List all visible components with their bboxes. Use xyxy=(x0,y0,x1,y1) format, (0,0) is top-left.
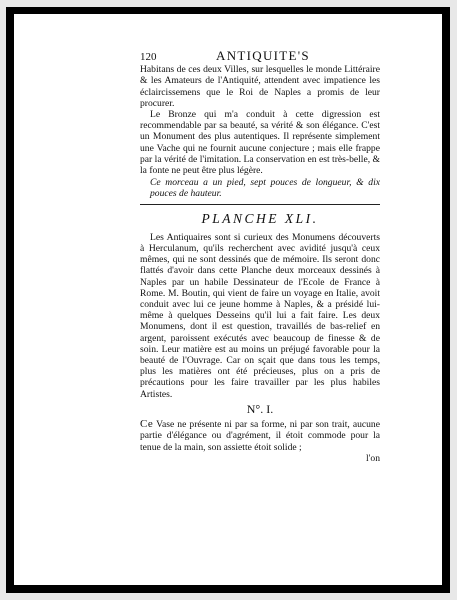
section-number: N°. I. xyxy=(246,401,274,416)
running-title: ANTIQUITE'S xyxy=(216,48,310,63)
page-number: 120 xyxy=(140,51,157,63)
vase-text: Vase ne présente ni par sa forme, ni par son trait, aucune partie d'élégance ou d'agrément, il étoit commode pour la tenue de la main, son assiette étoit solide ; xyxy=(140,419,380,453)
dimensions-caption: Ce morceau a un pied, sept pouces de longueur, & dix pouces de hauteur. xyxy=(150,177,380,200)
page-content xyxy=(140,50,380,464)
vase-first-word: Ce xyxy=(140,418,154,431)
page-header xyxy=(140,50,380,63)
vase-paragraph xyxy=(140,419,380,453)
section-divider xyxy=(140,204,380,205)
bronze-paragraph: Le Bronze qui m'a conduit à cette digression est recommendable par sa beauté, sa vérité & son élégance. C'est un Monument des plus autentiques. Il représente simplement une Vache qui ne fournit aucune conjecture ; mais elle frappe par la vérité de l'imitation. La conservation en est très-belle, & la fonte ne peut être plus légère. xyxy=(140,109,380,177)
antiquaires-paragraph: Les Antiquaires sont si curieux des Monumens découverts à Herculanum, qu'ils recherchent avec avidité jusqu'à ceux mêmes, qui ne sont dessinés que de mémoire. Ils seront donc flattés d'avoir dans cette Planche deux morceaux dessinés à Naples par un habile Dessinateur de l'Ecole de France à Rome. M. Boutin, qui vient de faire un voyage en Italie, avoit conduit avec lui ce jeune homme à Naples, & a présidé lui-même à quelques Desseins qu'il lui a fait faire. Les deux Monumens, dont il est question, travaillés de bas-relief en argent, paroissent exécutés avec beaucoup de finesse & de soin. Leur matière est au moins un préjugé favorable pour la beauté de l'Ouvrage. Car on sçait que dans tous les temps, plus les matières ont été précieuses, plus on a pris de précautions pour les faire travailler par les plus habiles Artistes. xyxy=(140,231,380,400)
intro-paragraph: Habitans de ces deux Villes, sur lesquelles le monde Littéraire & les Amateurs de l'Antiquité, attendent avec impatience les éclaircissemens que le Roi de Naples a promis de leur procurer. xyxy=(140,64,380,109)
plate-title: PLANCHE XLI. xyxy=(201,210,319,226)
catchword: l'on xyxy=(366,452,380,464)
